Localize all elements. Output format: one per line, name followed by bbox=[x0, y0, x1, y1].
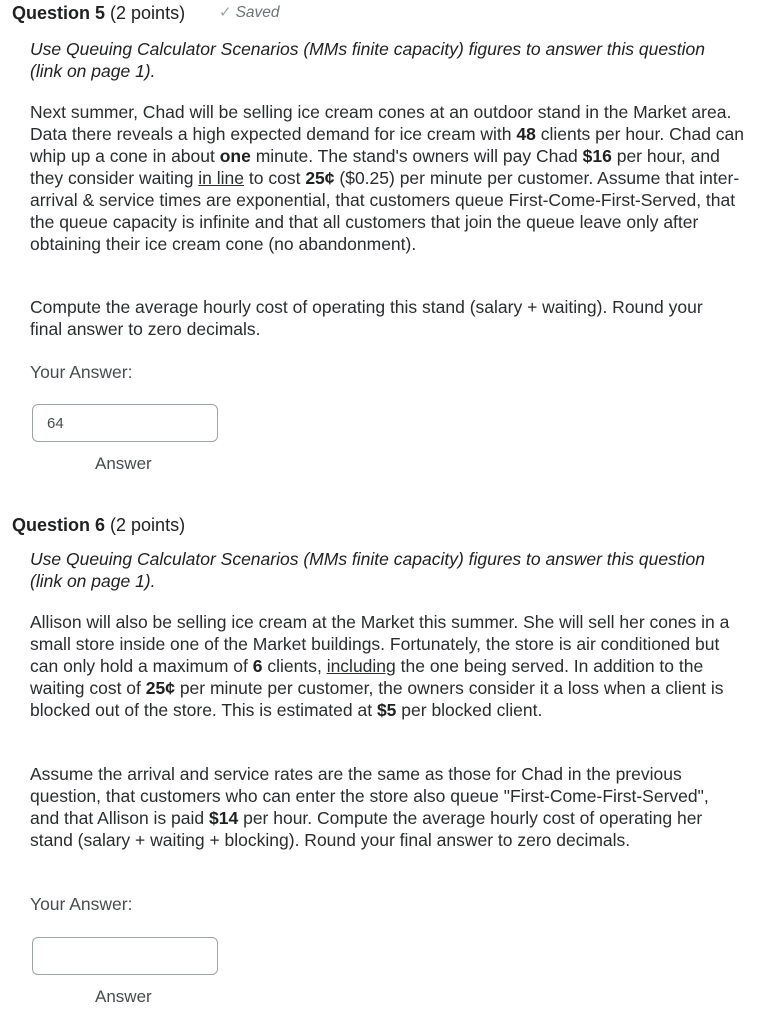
question-5-instruction: Use Queuing Calculator Scenarios (MMs finite capacity) figures to answer this question (link on page 1). bbox=[30, 39, 706, 81]
answer-input-5[interactable]: 64 bbox=[32, 404, 218, 442]
saved-status bbox=[219, 2, 280, 24]
question-6-points: (2 points) bbox=[110, 515, 186, 535]
answer-input-6[interactable] bbox=[32, 937, 218, 975]
checkmark-icon: ✓ bbox=[219, 4, 232, 21]
question-6-prompt: Assume the arrival and service rates are the same as those for Chad in the previous question, that customers who can enter the store also queue "First-Come-First-Served", and that Allison is paid $14 per hour. Compute the average hourly cost of operating her stand (salary + waiting + blocking). Round your final answer to zero decimals. bbox=[30, 764, 709, 850]
question-5-prompt: Compute the average hourly cost of operating this stand (salary + waiting). Round your final answer to zero decimals. bbox=[30, 297, 703, 339]
question-6-header bbox=[12, 514, 185, 536]
question-5-scenario: Next summer, Chad will be selling ice cream cones at an outdoor stand in the Market area. Data there reveals a high expected demand for ice cream with 48 clients per hour. Chad can whip up a cone in about one minute. The stand's owners will pay Chad $16 per hour, and they consider waiting in line to cost 25¢ ($0.25) per minute per customer. Assume that inter-arrival & service times are exponential, that customers queue First-Come-First-Served, that the queue capacity is infinite and that all customers that join the queue leave only after obtaining their ice cream cone (no abandonment). bbox=[30, 102, 745, 254]
saved-label: Saved bbox=[235, 4, 280, 21]
question-6-title: Question 6 bbox=[12, 515, 106, 535]
your-answer-label-6: Your Answer: bbox=[30, 894, 133, 914]
your-answer-label-5: Your Answer: bbox=[30, 362, 133, 382]
question-5-points: (2 points) bbox=[110, 3, 186, 23]
answer-caption-6: Answer bbox=[95, 987, 152, 1006]
answer-caption-5: Answer bbox=[95, 454, 152, 473]
question-6-instruction: Use Queuing Calculator Scenarios (MMs finite capacity) figures to answer this question (link on page 1). bbox=[30, 549, 706, 591]
question-5-title: Question 5 bbox=[12, 3, 106, 23]
question-5-header bbox=[12, 2, 185, 24]
question-6-scenario: Allison will also be selling ice cream at the Market this summer. She will sell her cones in a small store inside one of the Market buildings. Fortunately, the store is air conditioned but can only hold a maximum of 6 clients, including the one being served. In addition to the waiting cost of 25¢ per minute per customer, the owners consider it a loss when a client is blocked out of the store. This is estimated at $5 per blocked client. bbox=[30, 612, 730, 720]
